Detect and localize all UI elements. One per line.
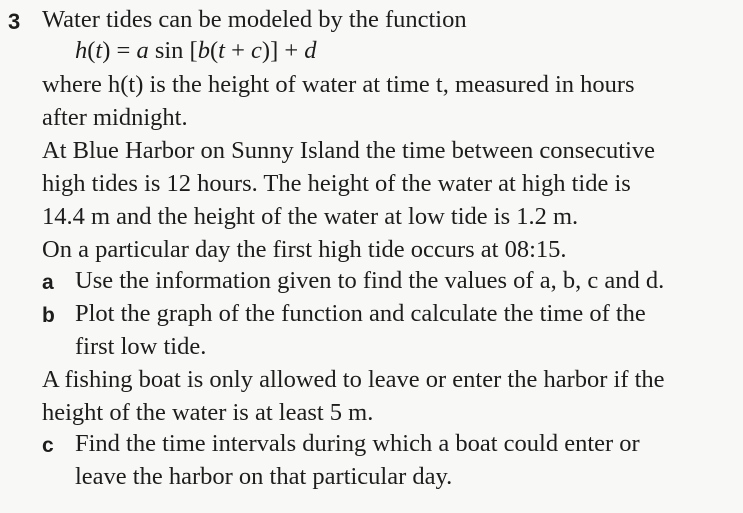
tide-formula: h(t) = a sin [b(t + c)] + d: [75, 37, 317, 64]
part-a-text: Use the information given to find the values of a, b, c and d.: [75, 267, 665, 294]
question-intro: Water tides can be modeled by the function: [42, 6, 467, 33]
part-a-label: a: [42, 271, 54, 294]
part-c-text-1: Find the time intervals during which a boat could enter or: [75, 430, 640, 457]
where-line-1: where h(t) is the height of water at time t, measured in hours: [42, 71, 635, 98]
context-line-2: high tides is 12 hours. The height of the water at high tide is: [42, 170, 631, 197]
question-number: 3: [8, 9, 21, 34]
part-b-label: b: [42, 304, 55, 327]
where-line-2: after midnight.: [42, 104, 188, 131]
context-line-3: 14.4 m and the height of the water at low tide is 1.2 m.: [42, 203, 579, 230]
part-c-label: c: [42, 434, 54, 457]
part-b-text-1: Plot the graph of the function and calculate the time of the: [75, 300, 646, 327]
boat-line-2: height of the water is at least 5 m.: [42, 399, 374, 426]
part-b-text-2: first low tide.: [75, 333, 207, 360]
context-line-4: On a particular day the first high tide occurs at 08:15.: [42, 236, 567, 263]
boat-line-1: A fishing boat is only allowed to leave or enter the harbor if the: [42, 366, 665, 393]
part-c-text-2: leave the harbor on that particular day.: [75, 463, 453, 490]
context-line-1: At Blue Harbor on Sunny Island the time between consecutive: [42, 137, 656, 164]
